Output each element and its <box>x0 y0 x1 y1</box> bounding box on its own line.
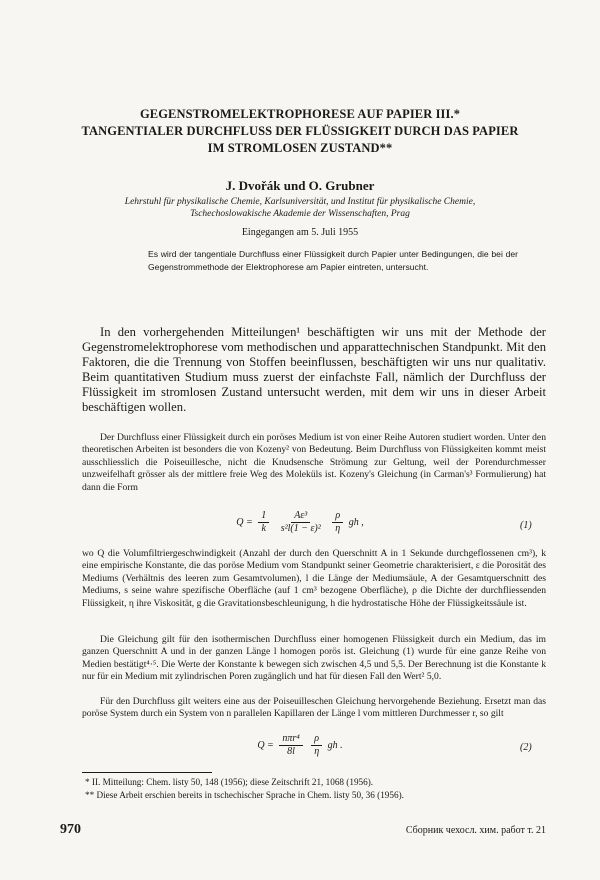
authors: J. Dvořák und O. Grubner <box>225 178 375 193</box>
eq1-fraction-1 <box>258 510 269 535</box>
body-paragraph-3 <box>82 634 546 684</box>
eq2-f1-den: 8l <box>287 746 295 757</box>
eq1-fraction-2 <box>278 510 324 535</box>
eq1-fraction-3 <box>332 510 343 535</box>
affiliation <box>90 196 510 220</box>
eq1-f1-den: k <box>261 523 266 534</box>
eq2-f2-num: ρ <box>311 733 322 746</box>
body-paragraph-1 <box>82 432 546 494</box>
footnote-2: ** Diese Arbeit erschien bereits in tschechischer Sprache in Chem. listy 50, 36 (1956). <box>85 790 404 800</box>
title-line-2: TANGENTIALER DURCHFLUSS DER FLÜSSIGKEIT DURCH DAS PAPIER <box>81 124 519 138</box>
eq2-rhs: gh . <box>327 739 343 751</box>
equation-1-number: (1) <box>520 520 532 531</box>
paragraph-text: Für den Durchfluss gilt weiters eine aus der Poiseuilleschen Gleichung hervorgehende Beziehung. Ersetzt man das poröse System durch ein System von n parallelen Kapillaren der Länge l vom mittleren Durchmesser r, so gilt <box>82 696 546 720</box>
introduction <box>82 325 546 415</box>
affiliation-line-1: Lehrstuhl für physikalische Chemie, Karlsuniversität, und Institut für physikalische Chemie, <box>124 197 476 207</box>
eq1-f2-num: Aε³ <box>291 510 310 523</box>
intro-paragraph: In den vorhergehenden Mitteilungen¹ beschäftigten wir uns mit der Methode der Gegenstromelektrophorese vom methodischen und apparattechnischen Standpunkt. Mit den Faktoren, die die Trennung von Stoffen beeinflussen, beschäftigten wir uns nur qualitativ. Beim quantitativen Studium muss zuerst der einfachste Fall, nämlich der Durchfluss der Flüssigkeit im stromlosen Zustand untersucht werden, mit dem wir uns in dieser Arbeit beschäftigen wollen. <box>82 325 546 414</box>
affiliation-line-2: Tschechoslowakische Akademie der Wissenschaften, Prag <box>190 209 410 219</box>
eq2-fraction-2 <box>311 733 322 758</box>
equation-1 <box>150 510 450 535</box>
journal-reference: Сборник чехосл. хим. работ т. 21 <box>405 825 546 836</box>
received-date: Eingegangen am 5. Juli 1955 <box>241 227 359 238</box>
eq1-lhs: Q = <box>236 516 253 528</box>
eq1-f3-num: ρ <box>332 510 343 523</box>
footnote-1: * II. Mitteilung: Chem. listy 50, 148 (1956); diese Zeitschrift 21, 1068 (1956). <box>85 777 374 787</box>
title-line-3: IM STROMLOSEN ZUSTAND** <box>207 141 393 155</box>
eq1-rhs: gh , <box>348 516 364 528</box>
body-paragraph-4 <box>82 696 546 721</box>
title-line-1: GEGENSTROMELEKTROPHORESE AUF PAPIER III.* <box>139 107 461 121</box>
body-paragraph-2 <box>82 548 546 610</box>
equation-2-number: (2) <box>520 742 532 753</box>
eq2-fraction-1 <box>279 733 302 758</box>
paragraph-text: Der Durchfluss einer Flüssigkeit durch ein poröses Medium ist von einer Reihe Autoren studiert worden. Unter den theoretischen Arbeiten ist besonders die von Kozeny² von Bedeutung. Beim Durchfluss von Flüssigkeiten kommt meist ausschliesslich die Poiseuillesche, nicht die Knudsensche Strömung zur Geltung, weil der Porendurchmesser unzweifelhaft grösser als der mittlere freie Weg des Moleküls ist. Kozeny's Gleichung (in Carman's³ Formulierung) hat dann die Form <box>82 432 546 493</box>
paragraph-text: wo Q die Volumfiltriergeschwindigkeit (Anzahl der durch den Querschnitt A in 1 Sekunde durchgeflossenen cm³), k eine empirische Konstante, die das poröse Medium vom Standpunkt seiner Geometrie charakterisiert, ε die Porosität des Mediums (Verhältnis des leeren zum Gesamtvolumen), l die Länge der Mediumsäule, A der Gesamtquerschnitt des Mediums, s seine wahre spezifische Oberfläche (auf 1 cm³ bezogene Oberfläche), ρ die Dichte der durchfliessenden Flüssigkeit, η ihre Viskosität, g die Gravitationsbeschleunigung, h die hydrostatische Höhe der Flüssigkeitssäule ist. <box>82 548 546 609</box>
abstract: Es wird der tangentiale Durchfluss einer Flüssigkeit durch Papier unter Bedingungen, die bei der Gegenstrommethode der Elektrophorese am Papier eintreten, untersucht. <box>148 249 518 272</box>
equation-2 <box>150 733 450 758</box>
eq2-f2-den: η <box>314 746 320 757</box>
eq1-f2-den: s²l(1 − ε)² <box>280 523 321 534</box>
eq2-f1-num: nπr⁴ <box>279 733 302 746</box>
eq1-f1-num: 1 <box>258 510 269 523</box>
eq2-lhs: Q = <box>257 739 274 751</box>
eq1-f3-den: η <box>335 523 341 534</box>
page-number: 970 <box>60 822 81 837</box>
paragraph-text: Die Gleichung gilt für den isothermischen Durchfluss einer homogenen Flüssigkeit durch ein Medium, das im ganzen Querschnitt A und in der ganzen Länge l homogen porös ist. Gleichung (1) wurde für eine ganze Reihe von Medien bestätigt⁴·⁵. Die Werte der Konstante k bewegen sich zwischen 4,5 und 5,5. Der Berechnung ist die Konstante k nur für ein Medium mit zylindrischen Poren zugänglich und hat für diesen Fall den Wert² 5,0. <box>82 634 546 683</box>
footnote-rule <box>82 772 212 773</box>
